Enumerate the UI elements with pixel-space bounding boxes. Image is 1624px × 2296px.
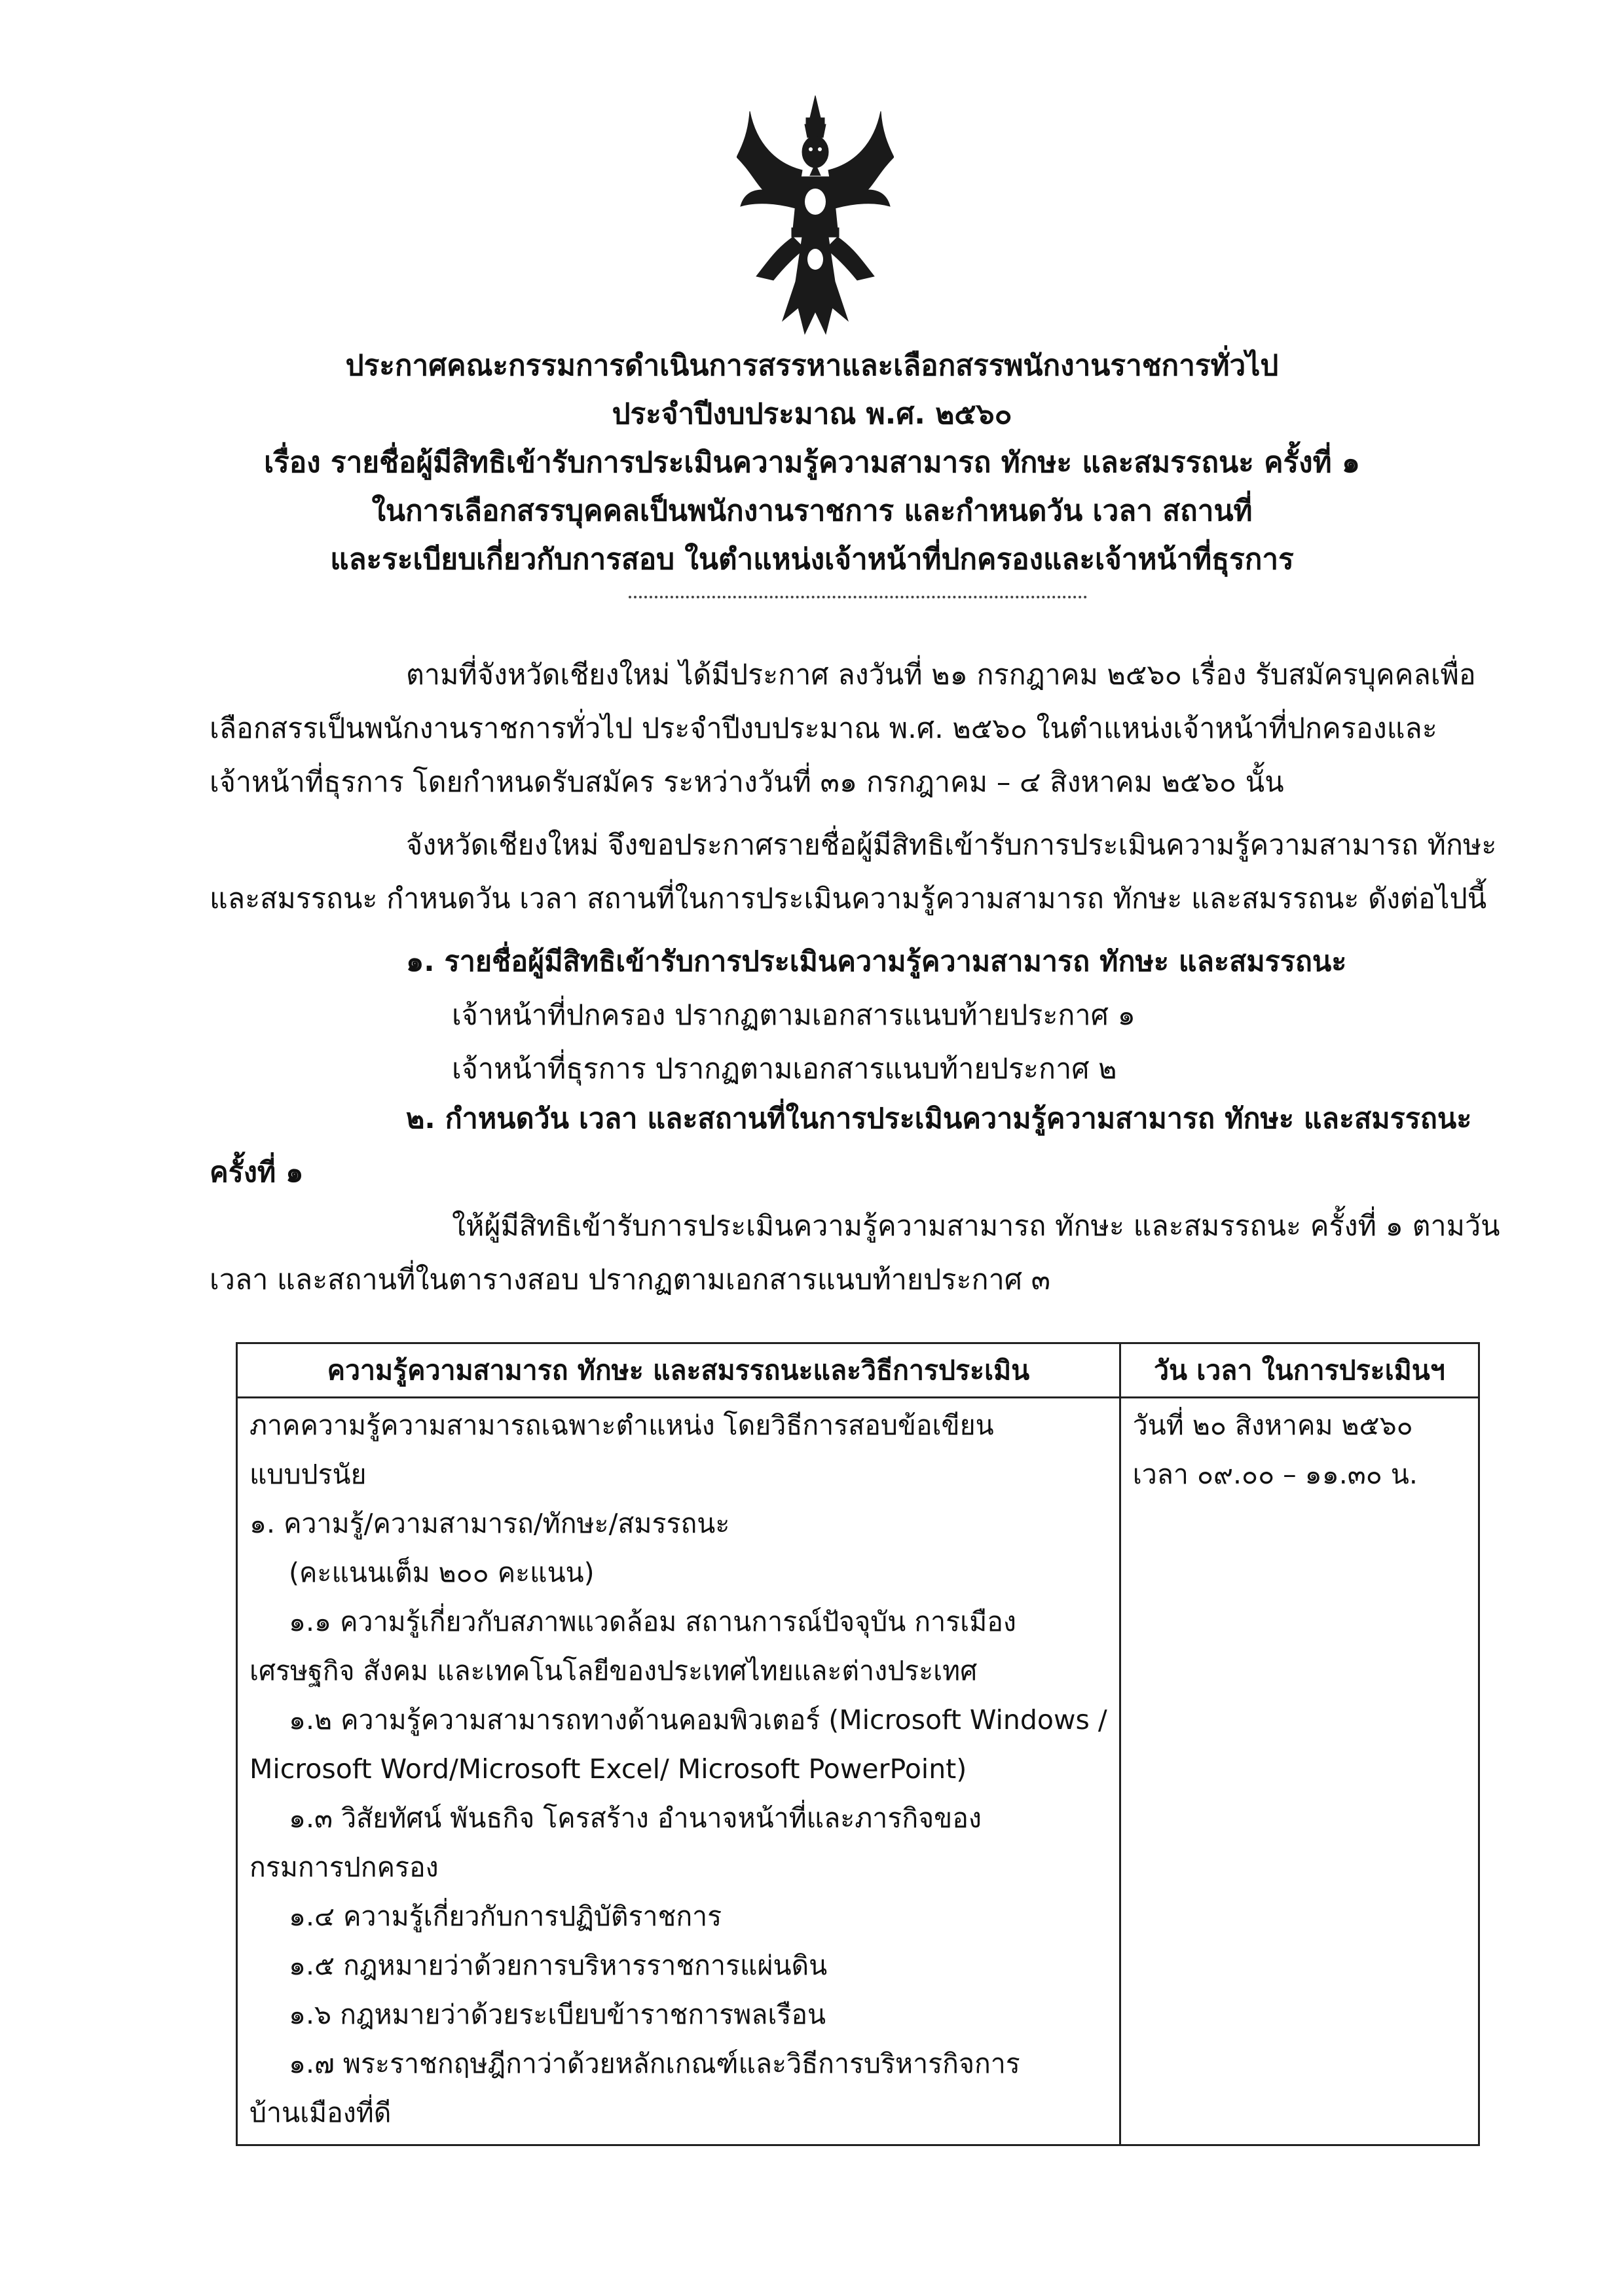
header-line-1: ประกาศคณะกรรมการดำเนินการสรรหาและเลือกสรรพนักงานราชการทั่วไป <box>345 349 1279 382</box>
subject-line: เศรษฐกิจ สังคม และเทคโนโลยีของประเทศไทยและต่างประเทศ <box>249 1655 978 1686</box>
table-cell-datetime <box>1120 1398 1479 2145</box>
table-header-row <box>237 1343 1479 1398</box>
paragraph-intro <box>210 648 1493 809</box>
paragraph-intro-line: เลือกสรรเป็นพนักงานราชการทั่วไป ประจำปีงบประมาณ พ.ศ. ๒๕๖๐ ในตำแหน่งเจ้าหน้าที่ปกครองและ <box>210 712 1437 745</box>
subject-line: (คะแนนเต็ม ๒๐๐ คะแนน) <box>289 1557 595 1588</box>
paragraph-intro-line: ตามที่จังหวัดเชียงใหม่ ได้มีประกาศ ลงวันที่ ๒๑ กรกฎาคม ๒๕๖๐ เรื่อง รับสมัครบุคคลเพื่อ <box>406 659 1476 691</box>
section-2-heading-cont: ครั้งที่ ๑ <box>210 1156 304 1189</box>
table-header-cell: ความรู้ความสามารถ ทักษะ และสมรรถนะและวิธีการประเมิน <box>237 1343 1120 1398</box>
header-line-4: ในการเลือกสรรบุคคลเป็นพนักงานราชการ และกำหนดวัน เวลา สถานที่ <box>371 494 1253 528</box>
subject-line: ๑.๒ ความรู้ความสามารถทางด้านคอมพิวเตอร์ (Microsoft Windows / <box>289 1704 1107 1736</box>
paragraph-intro-line: เจ้าหน้าที่ธุรการ โดยกำหนดรับสมัคร ระหว่างวันที่ ๓๑ กรกฎาคม – ๔ สิงหาคม ๒๕๖๐ นั้น <box>210 766 1284 799</box>
exam-date: วันที่ ๒๐ สิงหาคม ๒๕๖๐ <box>1132 1410 1413 1441</box>
subject-line: ๑.๕ กฎหมายว่าด้วยการบริหารราชการแผ่นดิน <box>289 1950 828 1981</box>
table-cell-subjects <box>237 1398 1120 2145</box>
subject-line: ๑. ความรู้/ความสามารถ/ทักษะ/สมรรถนะ <box>249 1508 730 1539</box>
subject-line: Microsoft Word/Microsoft Excel/ Microsoft PowerPoint) <box>249 1753 967 1785</box>
section-1-heading: ๑. รายชื่อผู้มีสิทธิเข้ารับการประเมินความรู้ความสามารถ ทักษะ และสมรรถนะ <box>406 945 1347 978</box>
header-divider <box>629 596 1087 598</box>
subject-line: ๑.๑ ความรู้เกี่ยวกับสภาพแวดล้อม สถานการณ์ปัจจุบัน การเมือง <box>289 1606 1016 1637</box>
table-header-cell: วัน เวลา ในการประเมินฯ <box>1120 1343 1479 1398</box>
paragraph-announce <box>210 818 1497 926</box>
section-2-body-line: เวลา และสถานที่ในตารางสอบ ปรากฏตามเอกสารแนบท้ายประกาศ ๓ <box>210 1264 1051 1296</box>
section-2 <box>210 1092 1500 1307</box>
section-1-item: เจ้าหน้าที่ธุรการ ปรากฏตามเอกสารแนบท้ายประกาศ ๒ <box>452 1053 1117 1085</box>
header-line-5: และระเบียบเกี่ยวกับการสอบ ในตำแหน่งเจ้าหน้าที่ปกครองและเจ้าหน้าที่ธุรการ <box>330 543 1294 576</box>
paragraph-announce-line: และสมรรถนะ กำหนดวัน เวลา สถานที่ในการประเมินความรู้ความสามารถ ทักษะ และสมรรถนะ ดังต่อไปนี้ <box>210 883 1487 915</box>
section-1 <box>210 935 1493 1096</box>
exam-schedule-table <box>236 1342 1480 2146</box>
subject-line: ๑.๔ ความรู้เกี่ยวกับการปฏิบัติราชการ <box>289 1901 722 1932</box>
exam-time: เวลา ๐๙.๐๐ – ๑๑.๓๐ น. <box>1132 1459 1418 1490</box>
subject-line: บ้านเมืองที่ดี <box>249 2097 392 2128</box>
subject-line: กรมการปกครอง <box>249 1851 439 1883</box>
subject-line: แบบปรนัย <box>249 1459 367 1490</box>
section-2-heading: ๒. กำหนดวัน เวลา และสถานที่ในการประเมินความรู้ความสามารถ ทักษะ และสมรรถนะ <box>406 1102 1472 1135</box>
paragraph-announce-line: จังหวัดเชียงใหม่ จึงขอประกาศรายชื่อผู้มีสิทธิเข้ารับการประเมินความรู้ความสามารถ ทักษะ <box>406 829 1497 862</box>
section-1-item: เจ้าหน้าที่ปกครอง ปรากฏตามเอกสารแนบท้ายประกาศ ๑ <box>452 999 1135 1032</box>
table-row <box>237 1398 1479 2145</box>
subject-line: ภาคความรู้ความสามารถเฉพาะตำแหน่ง โดยวิธีการสอบข้อเขียน <box>249 1410 994 1441</box>
header-line-2: ประจำปีงบประมาณ พ.ศ. ๒๕๖๐ <box>612 397 1012 431</box>
subject-line: ๑.๗ พระราชกฤษฎีกาว่าด้วยหลักเกณฑ์และวิธีการบริหารกิจการ <box>289 2048 1020 2079</box>
header-line-3: เรื่อง รายชื่อผู้มีสิทธิเข้ารับการประเมินความรู้ความสามารถ ทักษะ และสมรรถนะ ครั้งที่ ๑ <box>264 446 1360 479</box>
garuda-emblem-icon <box>737 92 894 340</box>
subject-line: ๑.๓ วิสัยทัศน์ พันธกิจ โครสร้าง อำนาจหน้าที่และภารกิจของ <box>289 1802 982 1834</box>
section-2-body-line: ให้ผู้มีสิทธิเข้ารับการประเมินความรู้ความสามารถ ทักษะ และสมรรถนะ ครั้งที่ ๑ ตามวัน <box>452 1210 1500 1243</box>
subject-line: ๑.๖ กฎหมายว่าด้วยระเบียบข้าราชการพลเรือน <box>289 1999 826 2030</box>
